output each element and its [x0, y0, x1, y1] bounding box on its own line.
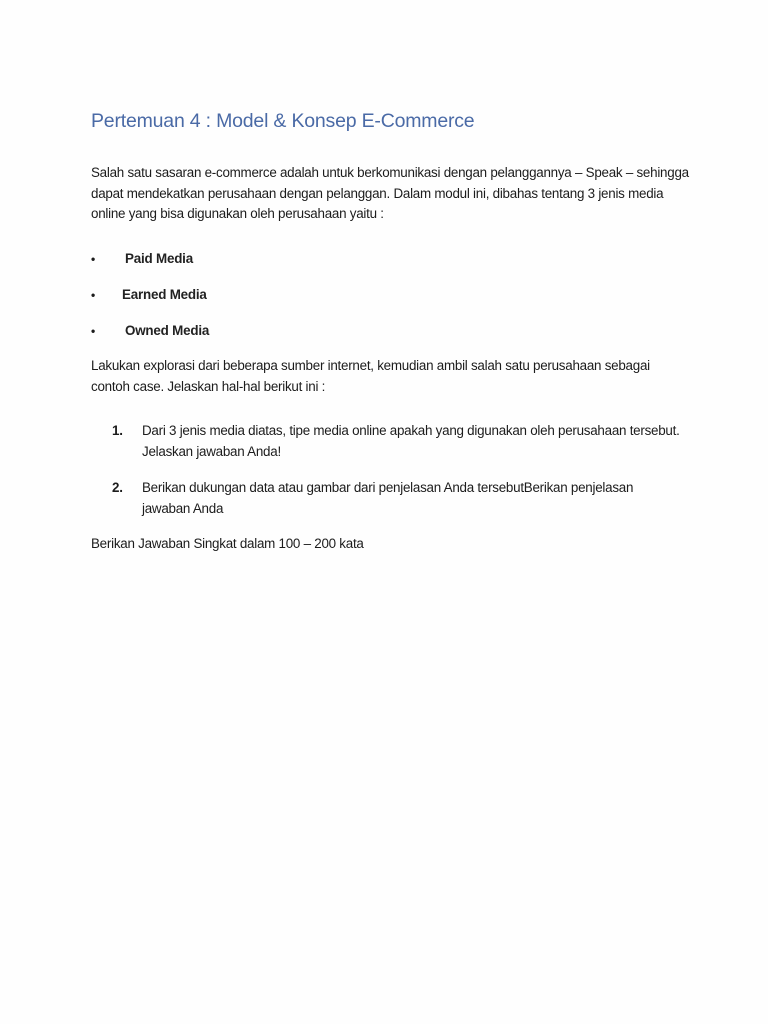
task-number: 2. [112, 480, 123, 495]
intro-paragraph: Salah satu sasaran e-commerce adalah untuk berkomunikasi dengan pelanggannya – Speak – sehingga dapat mendekatkan perusahaan dengan pelanggan. Dalam modul ini, dibahas tentang 3 jenis media online yang bisa digunakan oleh perusahaan yaitu : [91, 165, 689, 222]
bullet-icon: • [91, 324, 96, 338]
instruction-paragraph: Lakukan explorasi dari beberapa sumber internet, kemudian ambil salah satu perusahaan sebagai contoh case. Jelaskan hal-hal berikut ini : [91, 358, 650, 394]
list-item-label: Paid Media [125, 251, 193, 266]
list-item-label: Earned Media [122, 287, 207, 302]
task-number: 1. [112, 423, 123, 438]
bullet-icon: • [91, 288, 96, 302]
task-text: Dari 3 jenis media diatas, tipe media online apakah yang digunakan oleh perusahaan tersebut. Jelaskan jawaban Anda! [142, 423, 680, 459]
document-title: Pertemuan 4 : Model & Konsep E-Commerce [91, 110, 475, 132]
bullet-icon: • [91, 252, 96, 266]
closing-note: Berikan Jawaban Singkat dalam 100 – 200 kata [91, 536, 364, 551]
task-text: Berikan dukungan data atau gambar dari penjelasan Anda tersebutBerikan penjelasan jawaban Anda [142, 480, 634, 516]
list-item-label: Owned Media [125, 323, 210, 338]
